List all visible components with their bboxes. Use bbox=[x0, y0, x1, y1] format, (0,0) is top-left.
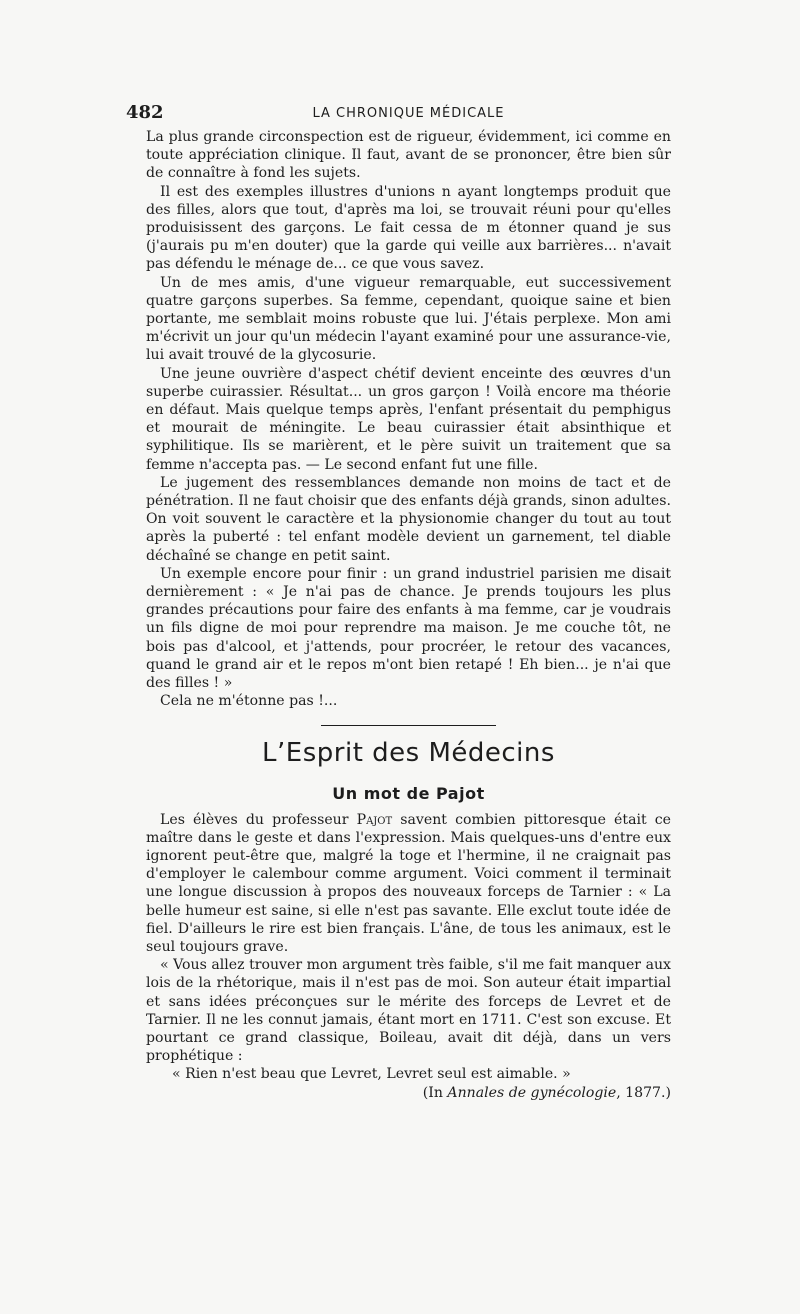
paragraph: La plus grande circonspection est de rigueur, évidemment, ici comme en toute appréciation clinique. Il faut, avant de se prononcer, être bien sûr de connaître à fond les sujets. bbox=[146, 129, 671, 182]
running-head bbox=[126, 100, 671, 128]
author-name: Pajot bbox=[356, 811, 393, 828]
verse-quote: « Rien n'est beau que Levret, Levret seul est aimable. » bbox=[172, 1066, 571, 1083]
subsection-title: Un mot de Pajot bbox=[332, 783, 485, 803]
section-title: L’Esprit des Médecins bbox=[262, 737, 555, 768]
section-body bbox=[146, 811, 671, 1102]
paragraph: Un exemple encore pour finir : un grand industriel parisien me disait dernièrement : « Je n'ai pas de chance. Je prends toujours les plus grandes précautions pour faire des enfants à ma femme, car je voudrais un fils digne de moi pour reprendre ma maison. Je me couche tôt, ne bois pas d'alcool, et j'attends, pour procréer, le retour des vacances, quand le grand air et le repos m'ont bien retapé ! Eh bien... je n'ai que des filles ! » bbox=[146, 565, 671, 692]
book-page bbox=[126, 100, 671, 1102]
paragraph: Il est des exemples illustres d'unions n ayant longtemps produit que des filles, alors que tout, d'après ma loi, se trouvait réuni pour qu'elles produisissent des garçons. Le fait cessa de m étonner quand je sus (j'aurais pu m'en douter) que la garde qui veille aux barrières... n'avait pas défendu le ménage de... ce que vous savez. bbox=[146, 183, 671, 273]
paragraph: « Vous allez trouver mon argument très faible, s'il me fait manquer aux lois de la rhétorique, mais il n'est pas de moi. Son auteur était impartial et sans idées préconçues sur le mérite des forceps de Levret et de Tarnier. Il ne les connut jamais, étant mort en 1711. C'est son excuse. Et pourtant ce grand classique, Boileau, avait dit déjà, dans un vers prophétique : bbox=[146, 957, 671, 1065]
citation-close: , 1877.) bbox=[616, 1084, 671, 1101]
citation-journal: Annales de gynécologie bbox=[447, 1084, 617, 1101]
paragraph bbox=[146, 811, 671, 957]
paragraph: Cela ne m'étonne pas !... bbox=[160, 693, 338, 710]
article-body bbox=[146, 128, 671, 711]
paragraph: Un de mes amis, d'une vigueur remarquable, eut successivement quatre garçons superbes. Sa femme, cependant, quoique saine et bien portante, me semblait moins robuste que lui. J'étais perplexe. Mon ami m'écrivit un jour qu'un médecin l'ayant examiné pour une assurance-vie, lui avait trouvé de la glycosurie. bbox=[146, 274, 671, 364]
text-run: Les élèves du professeur bbox=[160, 811, 357, 828]
citation bbox=[146, 1084, 671, 1102]
paragraph: Le jugement des ressemblances demande non moins de tact et de pénétration. Il ne faut choisir que des enfants déjà grands, sinon adultes. On voit souvent le caractère et la physionomie changer du tout au tout après la puberté : tel enfant modèle devient un garnement, tel diable déchaîné se change en petit saint. bbox=[146, 474, 671, 564]
page-number: 482 bbox=[126, 102, 164, 123]
paragraph: Une jeune ouvrière d'aspect chétif devient enceinte des œuvres d'un superbe cuirassier. Résultat... un gros garçon ! Voilà encore ma théorie en défaut. Mais quelque temps après, l'enfant présentait du pemphigus et mourait de méningite. Le beau cuirassier était absinthique et syphilitique. Ils se marièrent, et le père suivit un traitement que sa femme n'accepta pas. — Le second enfant fut une fille. bbox=[146, 365, 671, 473]
running-title: LA CHRONIQUE MÉDICALE bbox=[312, 106, 505, 121]
citation-open: (In bbox=[422, 1084, 448, 1101]
text-run: savent combien pittoresque était ce maître dans le geste et dans l'expression. Mais quelques-uns d'entre eux ignorent peut-être que, malgré la toge et l'hermine, il ne craignait pas d'employer le calembour comme argument. Voici comment il terminait une longue discussion à propos des nouveaux forceps de Tarnier : « La belle humeur est saine, si elle n'est pas savante. Elle exclut toute idée de fiel. D'ailleurs le rire est bien français. L'âne, de tous les animaux, est le seul toujours grave. bbox=[146, 811, 671, 955]
section-divider bbox=[321, 725, 496, 726]
